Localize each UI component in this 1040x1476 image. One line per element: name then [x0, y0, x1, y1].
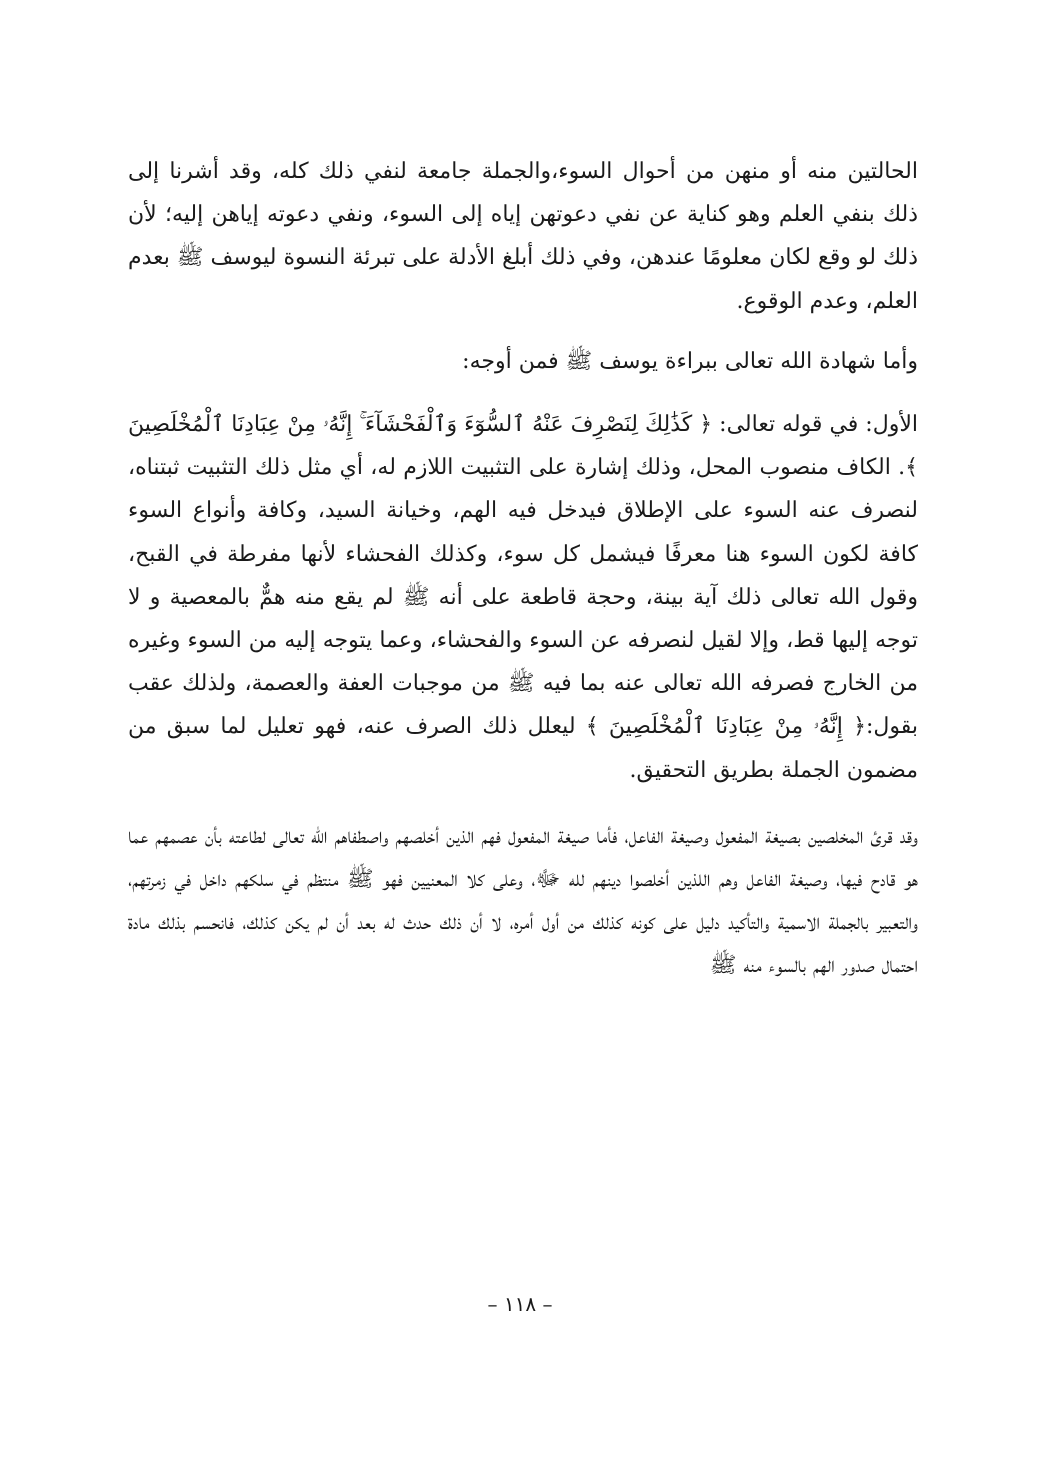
page-body — [128, 150, 918, 988]
paragraph-4: وقد قرئ المخلصين بصيغة المفعول وصيغة الفاعل، فأما صيغة المفعول فهم الذين أخلصهم واصطفاهم الله تعالى لطاعته بأن عصمهم عما هو قادح فيها، وصيغة الفاعل وهم اللذين أخلصوا دينهم لله ﷻ، وعلى كلا المعنيين فهو ﷺ منتظم في سلكهم داخل في زمرتهم، والتعبير بالجملة الاسمية والتأكيد دليل على كونه كذلك من أول أمره، لا أن ذلك حدث له بعد أن لم يكن كذلك، فانحسم بذلك مادة احتمال صدور الهم بالسوء منه ﷺ — [128, 823, 919, 979]
paragraph-3: الأول: في قوله تعالى: ﴿ كَذَٰلِكَ لِنَصْرِفَ عَنْهُ ٱلسُّوٓءَ وَٱلْفَحْشَآءَ ۚ إِنَّهُۥ مِنْ عِبَادِنَا ٱلْمُخْلَصِينَ ﴾. الكاف منصوب المحل، وذلك إشارة على التثبيت اللازم له، أي مثل ذلك التثبيت ثبتناه، لنصرف عنه السوء على الإطلاق فيدخل فيه الهم، وخيانة السيد، وكافة وأنواع السوء كافة لكون السوء هنا معرفًا فيشمل كل سوء، وكذلك الفحشاء لأنها مفرطة في القبح، وقول الله تعالى ذلك آية بينة، وحجة قاطعة على أنه ﷺ لم يقع منه همٌّ بالمعصية و لا توجه إليها قط، وإلا لقيل لنصرفه عن السوء والفحشاء، وعما يتوجه إليه من السوء وغيره من الخارج فصرفه الله تعالى عنه بما فيه ﷺ من موجبات العفة والعصمة، ولذلك عقب بقول:﴿ إِنَّهُۥ مِنْ عِبَادِنَا ٱلْمُخْلَصِينَ ﴾ ليعلل ذلك الصرف عنه، فهو تعليل لما سبق من مضمون الجملة بطريق التحقيق. — [128, 412, 918, 783]
paragraph-2: وأما شهادة الله تعالى ببراءة يوسف ﷺ فمن أوجه: — [462, 348, 918, 374]
paragraph-1: الحالتين منه أو منهن من أحوال السوء،والجملة جامعة لنفي ذلك كله، وقد أشرنا إلى ذلك بنفي العلم وهو كناية عن نفي دعوتهن إياه إلى السوء، ونفي دعوته إياهن إليه؛ لأن ذلك لو وقع لكان معلومًا عندهن، وفي ذلك أبلغ الأدلة على تبرئة النسوة ليوسف ﷺ بعدم العلم، وعدم الوقوع. — [128, 159, 918, 314]
page-number: – ١١٨ – — [487, 1292, 553, 1316]
